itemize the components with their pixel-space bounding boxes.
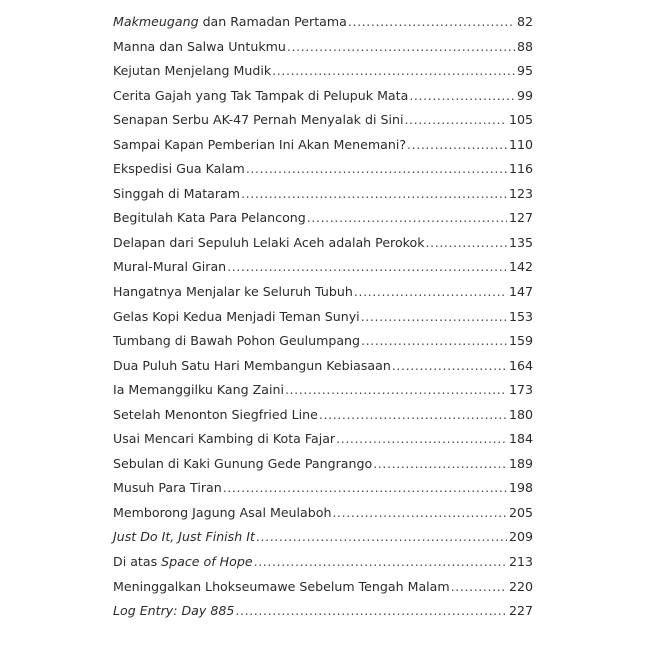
toc-dot-leader: [407, 137, 507, 152]
toc-entry-page-number: 227: [508, 603, 533, 619]
toc-entry-page-number: 135: [508, 234, 533, 250]
toc-entry-title: [113, 186, 240, 201]
toc-entry-title-part: Usai Mencari Kambing di Kota Fajar: [113, 431, 336, 447]
toc-entry: [113, 186, 533, 211]
toc-entry-title-part: Musuh Para Tiran: [113, 480, 222, 496]
toc-entry-title: [113, 407, 318, 422]
toc-entry: [113, 137, 533, 162]
toc-entry: [113, 309, 533, 334]
toc-entry-page-number: 142: [508, 259, 533, 275]
toc-entry: [113, 284, 533, 309]
toc-entry: [113, 554, 533, 579]
toc-entry-title: [113, 39, 286, 54]
toc-dot-leader: [336, 431, 507, 446]
toc-entry-page-number: 153: [508, 308, 533, 324]
toc-entry-title-part: dan Ramadan Pertama: [198, 14, 347, 29]
toc-entry: [113, 382, 533, 407]
toc-dot-leader: [254, 554, 507, 569]
toc-entry-title-part: Manna dan Salwa Untukmu: [113, 38, 286, 54]
toc-entry-title: [113, 235, 425, 250]
toc-dot-leader: [451, 579, 507, 594]
toc-entry: [113, 333, 533, 358]
toc-dot-leader: [235, 603, 507, 618]
toc-entry-page-number: 159: [508, 333, 533, 349]
toc-dot-leader: [373, 456, 507, 471]
toc-dot-leader: [223, 480, 507, 495]
toc-entry-title-part: Meninggalkan Lhokseumawe Sebelum Tengah Malam: [113, 578, 450, 594]
toc-entry-title: [113, 431, 335, 446]
toc-entry-title-part: Delapan dari Sepuluh Lelaki Aceh adalah Perokok: [113, 234, 425, 250]
toc-entry-page-number: 95: [516, 63, 533, 79]
toc-entry-title-part: Cerita Gajah yang Tak Tampak di Pelupuk Mata: [113, 87, 409, 103]
toc-dot-leader: [332, 505, 507, 520]
toc-entry: [113, 505, 533, 530]
toc-dot-leader: [287, 39, 515, 54]
toc-entry-page-number: 164: [508, 357, 533, 373]
toc-entry-page-number: 147: [508, 284, 533, 300]
toc-entry-title: [113, 333, 360, 348]
toc-entry-title: [113, 259, 226, 274]
toc-entry-page-number: 220: [508, 578, 533, 594]
toc-dot-leader: [319, 407, 507, 422]
toc-entry-title-italic-part: Space of Hope: [161, 554, 253, 570]
toc-entry-title: [113, 358, 391, 373]
toc-entry-title-part: Senapan Serbu AK-47 Pernah Menyalak di Sini: [113, 112, 404, 128]
toc-dot-leader: [354, 284, 507, 299]
toc-entry-title-part: Sampai Kapan Pemberian Ini Akan Menemani?: [113, 136, 407, 152]
toc-entry: [113, 112, 533, 137]
toc-entry: [113, 407, 533, 432]
toc-dot-leader: [392, 358, 507, 373]
toc-dot-leader: [404, 112, 507, 127]
toc-entry-title: [113, 309, 360, 324]
toc-entry: [113, 63, 533, 88]
toc-dot-leader: [241, 186, 507, 201]
toc-entry: [113, 579, 533, 604]
toc-dot-leader: [409, 88, 515, 103]
toc-dot-leader: [426, 235, 507, 250]
toc-entry-title-part: Ia Memanggilku Kang Zaini: [113, 382, 284, 398]
toc-entry: [113, 161, 533, 186]
toc-entry-page-number: 82: [516, 14, 533, 29]
toc-entry-page-number: 184: [508, 431, 533, 447]
toc-entry: [113, 259, 533, 284]
toc-entry-title: [113, 579, 450, 594]
toc-entry-title: [113, 505, 331, 520]
toc-entry-title: [113, 88, 408, 103]
toc-dot-leader: [246, 161, 507, 176]
toc-entry: [113, 431, 533, 456]
toc-entry-title: [113, 456, 372, 471]
toc-entry-page-number: 205: [508, 504, 533, 520]
toc-entry-title-part: Tumbang di Bawah Pohon Geulumpang: [113, 333, 361, 349]
toc-entry-title-part: Kejutan Menjelang Mudik: [113, 63, 272, 79]
toc-entry-title: [113, 137, 406, 152]
toc-entry-page-number: 110: [508, 136, 533, 152]
toc-entry-title: [113, 603, 234, 618]
toc-dot-leader: [361, 309, 507, 324]
toc-entry-title-part: Memborong Jagung Asal Meulaboh: [113, 504, 332, 520]
toc-entry-title-part: Gelas Kopi Kedua Menjadi Teman Sunyi: [113, 308, 360, 324]
toc-entry-title: [113, 284, 353, 299]
toc-dot-leader: [256, 529, 507, 544]
toc-entry-title-part: Sebulan di Kaki Gunung Gede Pangrango: [113, 455, 373, 471]
toc-entry-title: [113, 161, 245, 176]
table-of-contents: [113, 14, 533, 628]
toc-dot-leader: [285, 382, 507, 397]
toc-entry: [113, 39, 533, 64]
toc-entry-title-part: Hangatnya Menjalar ke Seluruh Tubuh: [113, 284, 353, 300]
toc-entry-title-italic-part: Makmeugang: [113, 14, 199, 29]
toc-entry-page-number: 88: [516, 38, 533, 54]
toc-entry-title: [113, 554, 253, 569]
toc-entry: [113, 14, 533, 39]
toc-entry: [113, 529, 533, 554]
toc-entry-title-part: Singgah di Mataram: [113, 185, 241, 201]
toc-entry-title-italic-part: Log Entry: Day 885: [113, 603, 235, 619]
toc-entry-page-number: 116: [508, 161, 533, 177]
toc-entry-page-number: 105: [508, 112, 533, 128]
toc-entry-title: [113, 480, 222, 495]
toc-entry-page-number: 173: [508, 382, 533, 398]
toc-entry-title-part: Ekspedisi Gua Kalam: [113, 161, 245, 177]
toc-entry-title-part: Mural-Mural Giran: [113, 259, 227, 275]
toc-entry-page-number: 127: [508, 210, 533, 226]
toc-entry-page-number: 213: [508, 554, 533, 570]
toc-entry-page-number: 189: [508, 455, 533, 471]
toc-entry: [113, 480, 533, 505]
toc-entry-title: [113, 382, 284, 397]
toc-entry-page-number: 99: [516, 87, 533, 103]
toc-entry-title-part: Di atas: [113, 554, 162, 570]
toc-entry-title-part: Dua Puluh Satu Hari Membangun Kebiasaan: [113, 357, 391, 373]
toc-entry-title: [113, 63, 271, 78]
toc-entry-title-italic-part: Just Do It, Just Finish It: [113, 529, 255, 545]
toc-entry-title: [113, 210, 306, 225]
toc-entry-page-number: 198: [508, 480, 533, 496]
toc-dot-leader: [272, 63, 515, 78]
toc-entry-title: [113, 112, 403, 127]
toc-entry: [113, 235, 533, 260]
toc-dot-leader: [361, 333, 507, 348]
toc-dot-leader: [348, 14, 515, 29]
toc-dot-leader: [227, 259, 507, 274]
toc-dot-leader: [307, 210, 507, 225]
toc-entry: [113, 210, 533, 235]
toc-entry-title: [113, 529, 255, 544]
toc-entry: [113, 358, 533, 383]
toc-entry-title-part: Begitulah Kata Para Pelancong: [113, 210, 306, 226]
toc-entry-page-number: 123: [508, 185, 533, 201]
toc-entry: [113, 88, 533, 113]
toc-entry-page-number: 209: [508, 529, 533, 545]
toc-entry-page-number: 180: [508, 406, 533, 422]
toc-entry: [113, 456, 533, 481]
toc-entry: [113, 603, 533, 628]
toc-entry-title: [113, 14, 347, 29]
toc-entry-title-part: Setelah Menonton Siegfried Line: [113, 406, 318, 422]
